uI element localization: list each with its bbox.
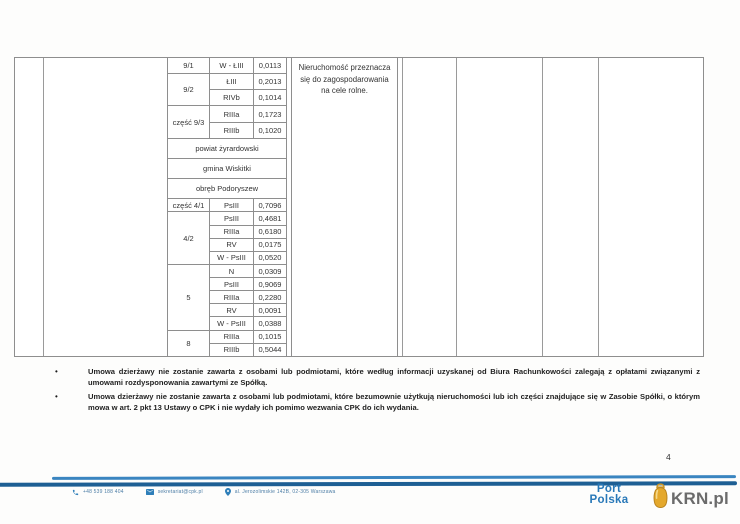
- note-item: [55, 366, 700, 388]
- soil-class-cell: N: [210, 264, 254, 277]
- soil-class-cell: RIIIa: [210, 106, 254, 122]
- plot-number-cell: 4/2: [168, 212, 210, 265]
- plot-number-cell: 9/2: [168, 74, 210, 106]
- document-table: [14, 57, 704, 357]
- area-value-cell: 0,4681: [254, 212, 287, 225]
- notes-list: [55, 366, 700, 416]
- soil-class-cell: RV: [210, 238, 254, 251]
- table-divider: [456, 58, 457, 356]
- page-number: 4: [666, 452, 671, 462]
- footer-email: [146, 489, 203, 495]
- plot-number-cell: część 9/3: [168, 106, 210, 138]
- area-value-cell: 0,9069: [254, 278, 287, 291]
- land-table-row: [168, 58, 287, 74]
- krn-lantern-icon: [652, 483, 669, 514]
- location-band-cell: gmina Wiskitki: [168, 158, 287, 178]
- port-polska-line2: Polska: [589, 493, 629, 506]
- location-band-row: [168, 138, 287, 158]
- table-divider: [402, 58, 403, 356]
- land-table-row: [168, 212, 287, 225]
- table-divider: [43, 58, 44, 356]
- soil-class-cell: RIIIb: [210, 343, 254, 356]
- footer-address: [225, 488, 336, 496]
- soil-class-cell: PsIII: [210, 212, 254, 225]
- soil-class-cell: RIIIa: [210, 225, 254, 238]
- soil-class-cell: W - PsIII: [210, 317, 254, 330]
- footer-phone: [72, 489, 124, 496]
- location-band-row: [168, 179, 287, 199]
- area-value-cell: 0,5044: [254, 343, 287, 356]
- land-table-row: [168, 330, 287, 343]
- area-value-cell: 0,0113: [254, 58, 287, 74]
- area-value-cell: 0,0309: [254, 264, 287, 277]
- plot-number-cell: 5: [168, 264, 210, 330]
- plot-number-cell: 9/1: [168, 58, 210, 74]
- soil-class-cell: W - ŁIII: [210, 58, 254, 74]
- land-table-row: [168, 74, 287, 90]
- soil-class-cell: RIVb: [210, 90, 254, 106]
- soil-class-cell: PsIII: [210, 199, 254, 212]
- soil-class-cell: RIIIa: [210, 291, 254, 304]
- krn-watermark: [652, 483, 729, 514]
- envelope-icon: [146, 489, 154, 495]
- area-value-cell: 0,1020: [254, 122, 287, 138]
- port-polska-logo: [576, 484, 642, 505]
- phone-icon: [72, 489, 79, 496]
- area-value-cell: 0,7096: [254, 199, 287, 212]
- land-table-row: [168, 264, 287, 277]
- soil-class-cell: ŁIII: [210, 74, 254, 90]
- area-value-cell: 0,1015: [254, 330, 287, 343]
- area-value-cell: 0,0520: [254, 251, 287, 264]
- area-value-cell: 0,0388: [254, 317, 287, 330]
- note-item: [55, 391, 700, 413]
- land-table-row: [168, 106, 287, 122]
- footer-contact-row: [72, 488, 336, 496]
- soil-class-cell: RV: [210, 304, 254, 317]
- land-table-row: [168, 199, 287, 212]
- footer-email-text: sekretariat@cpk.pl: [157, 489, 203, 495]
- bullet-marker: •: [55, 392, 58, 401]
- map-pin-icon: [225, 488, 231, 496]
- footer-swoosh-light: [52, 475, 736, 480]
- table-divider: [598, 58, 599, 356]
- area-value-cell: 0,1723: [254, 106, 287, 122]
- table-divider: [542, 58, 543, 356]
- area-value-cell: 0,2013: [254, 74, 287, 90]
- soil-class-cell: RIIIb: [210, 122, 254, 138]
- area-value-cell: 0,6180: [254, 225, 287, 238]
- plot-number-cell: część 4/1: [168, 199, 210, 212]
- location-band-row: [168, 158, 287, 178]
- footer-phone-text: +48 539 188 404: [83, 489, 124, 495]
- krn-watermark-text: KRN.pl: [671, 488, 729, 508]
- soil-class-cell: W - PsIII: [210, 251, 254, 264]
- location-band-cell: powiat żyrardowski: [168, 138, 287, 158]
- area-value-cell: 0,1014: [254, 90, 287, 106]
- area-value-cell: 0,2280: [254, 291, 287, 304]
- area-value-cell: 0,0091: [254, 304, 287, 317]
- area-value-cell: 0,0175: [254, 238, 287, 251]
- port-polska-line1: Port: [596, 483, 622, 495]
- note-text: Umowa dzierżawy nie zostanie zawarta z osobami lub podmiotami, które według informacji uzyskanej od Biura Rachunkowości zalegają z opłatami związanymi z umowami rozdysponowania zawartymi ze Spółką.: [88, 367, 700, 387]
- plot-number-cell: 8: [168, 330, 210, 356]
- property-purpose-cell: Nieruchomość przeznacza się do zagospodarowania na cele rolne.: [291, 58, 398, 356]
- footer-address-text: al. Jerozolimskie 142B, 02-305 Warszawa: [234, 489, 336, 495]
- note-text: Umowa dzierżawy nie zostanie zawarta z osobami lub podmiotami, które bezumownie użytkują nieruchomości lub ich części znajdujące się w Zasobie Spółki, o którym mowa w art. 2 pkt 13 Ustawy o CPK i nie wydały ich pomimo wezwania CPK do ich wydania.: [88, 392, 700, 412]
- bullet-marker: •: [55, 367, 58, 376]
- location-band-cell: obręb Podoryszew: [168, 179, 287, 199]
- soil-class-cell: RIIIa: [210, 330, 254, 343]
- soil-class-cell: PsIII: [210, 278, 254, 291]
- land-register-subtable: [167, 57, 286, 357]
